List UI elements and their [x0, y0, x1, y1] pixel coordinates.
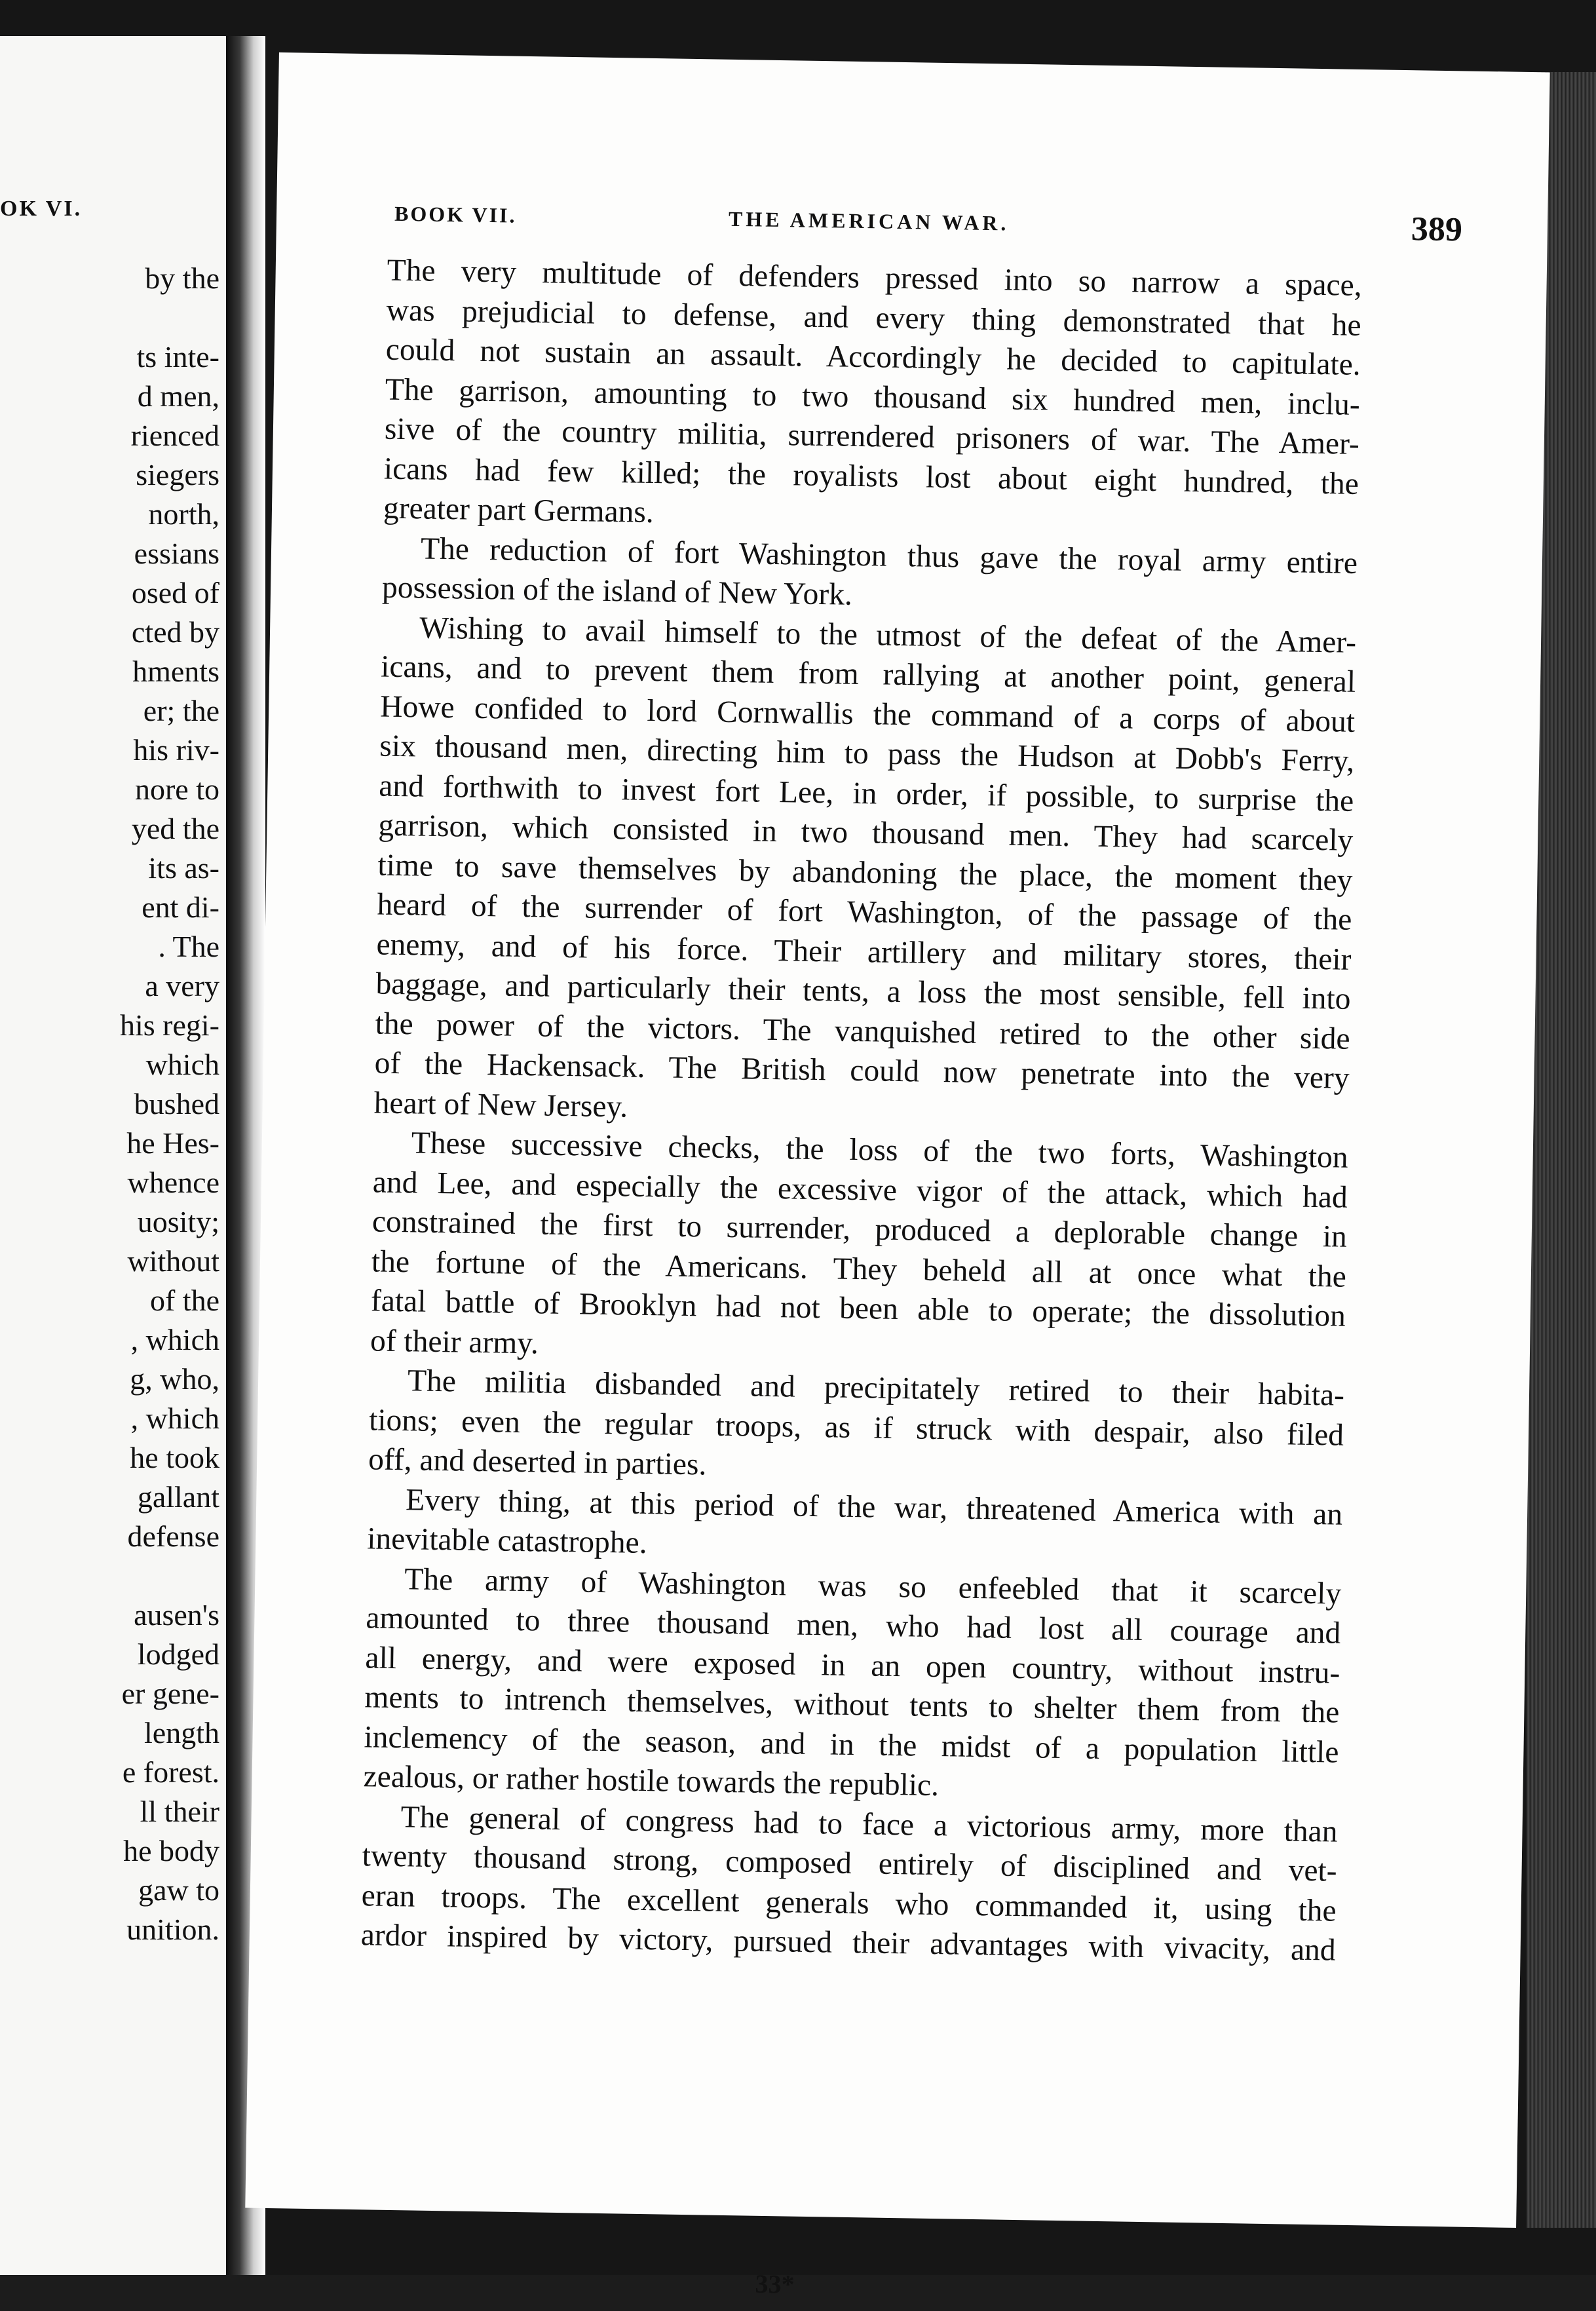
text-line: baggage, and particularly their tents, a loss the most sensible, fell into — [375, 966, 1351, 1016]
text-line: of the Hackensack. The British could now penetrate into the very — [374, 1046, 1350, 1096]
left-text-line: without — [127, 1244, 219, 1278]
text-line: eran troops. The excellent generals who commanded it, using the — [361, 1878, 1337, 1928]
text-line: Every thing, at this period of the war, threatened America with an — [405, 1482, 1343, 1532]
text-line: inclemency of the season, and in the midst of a population little — [364, 1719, 1339, 1770]
section-title: THE AMERICAN WAR. — [728, 206, 1010, 235]
text-line: off, and deserted in parties. — [368, 1442, 707, 1482]
text-line: The garrison, amounting to two thousand six hundred men, inclu- — [385, 372, 1361, 422]
left-text-line: which — [145, 1048, 219, 1081]
text-line: zealous, or rather hostile towards the republic. — [363, 1759, 940, 1803]
text-line: heart of New Jersey. — [373, 1085, 628, 1124]
left-text-line: cted by — [131, 615, 219, 649]
left-text-line: of the — [149, 1284, 219, 1317]
left-text-line: unition. — [126, 1913, 219, 1946]
text-line: time to save themselves by abandoning the place, the moment they — [377, 847, 1353, 898]
left-text-line: ausen's — [134, 1598, 219, 1632]
left-text-line: length — [144, 1716, 219, 1749]
left-text-line: er gene- — [121, 1677, 219, 1710]
left-text-line: yed the — [131, 812, 219, 845]
left-text-line: essians — [134, 537, 219, 570]
left-page-text — [3, 259, 219, 1949]
text-line: The army of Washington was so enfeebled that it scarcely — [404, 1561, 1342, 1611]
text-line: was prejudicial to defense, and every thing demonstrated that he — [386, 293, 1362, 343]
left-text-line: siegers — [136, 458, 219, 491]
left-text-line: he body — [123, 1834, 219, 1867]
page-389 — [245, 52, 1549, 2299]
text-line: and forthwith to invest fort Lee, in order, if possible, to surprise the — [378, 769, 1354, 818]
text-line: of their army. — [370, 1323, 539, 1360]
running-head — [394, 202, 1462, 258]
left-text-line: north, — [148, 497, 219, 531]
left-text-line: whence — [127, 1166, 219, 1199]
text-line: twenty thousand strong, composed entirely of disciplined and vet- — [362, 1839, 1337, 1888]
left-text-line: by the — [145, 261, 219, 295]
text-line: inevitable catastrophe. — [366, 1521, 648, 1561]
left-text-line: he Hes- — [126, 1126, 219, 1160]
text-line: six thousand men, directing him to pass the Hudson at Dobb's Ferry, — [379, 729, 1355, 778]
text-line: amounted to three thousand men, who had lost all courage and — [366, 1601, 1341, 1651]
text-line: the power of the victors. The vanquished retired to the other side — [375, 1006, 1350, 1056]
left-text-line: ts inte- — [136, 340, 219, 373]
left-text-line: gallant — [137, 1480, 219, 1514]
left-text-line: g, who, — [130, 1362, 219, 1396]
left-text-line: his riv- — [133, 733, 219, 767]
left-text-line: bushed — [134, 1087, 219, 1120]
left-text-line: a very — [145, 969, 219, 1003]
left-text-line: , which — [130, 1402, 219, 1435]
body-text — [360, 251, 1362, 1971]
text-line: the fortune of the Americans. They beheld all at once what the — [371, 1244, 1347, 1294]
left-text-line: he took — [130, 1441, 219, 1474]
left-text-line: . The — [158, 930, 219, 963]
text-line: Wishing to avail himself to the utmost of the defeat of the Amer- — [419, 610, 1357, 660]
text-line: greater part Germans. — [383, 491, 655, 530]
text-line: constrained the first to surrender, produced a deplorable change in — [371, 1204, 1348, 1254]
text-line: The militia disbanded and precipitately retired to their habita- — [407, 1364, 1345, 1413]
text-line: all energy, and were exposed in an open country, without instru- — [365, 1640, 1340, 1690]
left-text-line: uosity; — [137, 1205, 219, 1238]
left-text-line: , which — [130, 1323, 219, 1356]
text-line: heard of the surrender of fort Washington, of the passage of the — [377, 887, 1352, 937]
text-line: The reduction of fort Washington thus gave the royal army entire — [420, 531, 1358, 581]
left-text-line: hments — [132, 655, 219, 688]
left-text-line: er; the — [143, 694, 219, 727]
text-line: ardor inspired by victory, pursued their advantages with vivacity, and — [360, 1918, 1337, 1968]
left-text-line — [3, 298, 219, 337]
left-text-line: osed of — [131, 576, 219, 609]
left-text-line: its as- — [148, 851, 219, 885]
text-line: Howe confided to lord Cornwallis the command of a corps of about — [379, 689, 1356, 739]
left-text-line: gaw to — [138, 1873, 219, 1907]
left-text-line: rienced — [130, 419, 219, 452]
text-line: sive of the country militia, surrendered prisoners of war. The Amer- — [384, 411, 1360, 461]
text-line: ments to intrench themselves, without tents to shelter them from the — [364, 1680, 1340, 1730]
text-line: The very multitude of defenders pressed into so narrow a space, — [387, 253, 1362, 303]
text-line: tions; even the regular troops, as if struck with despair, also filed — [368, 1402, 1344, 1453]
text-line: icans, and to prevent them from rallying at another point, general — [380, 649, 1356, 699]
text-line: possession of the island of New York. — [381, 570, 853, 612]
text-line: could not sustain an assault. Accordingly he decided to capitulate. — [385, 332, 1361, 382]
text-line: icans had few killed; the royalists lost about eight hundred, the — [383, 451, 1359, 501]
left-text-line: lodged — [137, 1637, 219, 1671]
text-line: fatal battle of Brooklyn had not been able to operate; the dissolution — [370, 1284, 1346, 1333]
left-text-line: e forest. — [122, 1755, 219, 1789]
left-text-line — [3, 1556, 219, 1595]
left-text-line: ll their — [140, 1795, 219, 1828]
text-line: garrison, which consisted in two thousand men. They had scarcely — [378, 808, 1354, 858]
left-text-line: d men, — [137, 379, 219, 413]
page-number: 389 — [1411, 210, 1463, 249]
book-label: BOOK VII. — [394, 201, 517, 227]
left-text-line: defense — [127, 1519, 219, 1553]
text-line: enemy, and of his force. Their artillery and military stores, their — [376, 926, 1352, 977]
left-running-head: OK VI. — [0, 197, 83, 221]
left-text-line: his regi- — [119, 1008, 219, 1042]
signature-mark: 33* — [755, 2268, 795, 2299]
facing-page-left — [0, 36, 226, 2275]
text-line: The general of congress had to face a victorious army, more than — [400, 1799, 1338, 1849]
left-text-line: ent di- — [142, 890, 219, 924]
left-text-line: nore to — [134, 773, 219, 806]
text-line: and Lee, and especially the excessive vigor of the attack, which had — [372, 1164, 1348, 1215]
text-line: These successive checks, the loss of the two forts, Washington — [411, 1126, 1349, 1175]
